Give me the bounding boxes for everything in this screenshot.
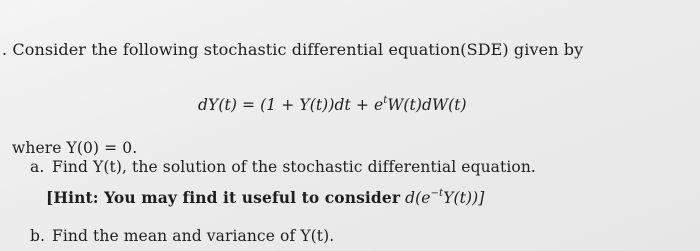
initial-condition: where Y(0) = 0. — [12, 139, 138, 157]
hint-exponent: −t — [430, 188, 444, 199]
sde-equation-tail: W(t)dW(t) — [387, 96, 467, 114]
hint-lead: [Hint: You may find it useful to consider — [46, 188, 401, 207]
part-b-label: b. — [30, 227, 46, 245]
sde-equation-main: dY(t) = (1 + Y(t))dt + e — [198, 96, 384, 114]
part-b-text: Find the mean and variance of Y(t). — [52, 227, 335, 245]
part-b — [30, 226, 334, 246]
part-a-label: a. — [30, 158, 45, 176]
hint-math: d(e — [405, 189, 431, 207]
hint — [46, 184, 484, 208]
part-a-text: Find Y(t), the solution of the stochastic differential equation. — [52, 158, 536, 176]
hint-math-tail: Y(t))] — [443, 189, 485, 207]
sde-equation-exponent: t — [383, 95, 388, 106]
sde-equation — [198, 91, 467, 115]
part-a — [30, 157, 536, 177]
question-intro: . Consider the following stochastic differential equation(SDE) given by — [2, 40, 584, 59]
